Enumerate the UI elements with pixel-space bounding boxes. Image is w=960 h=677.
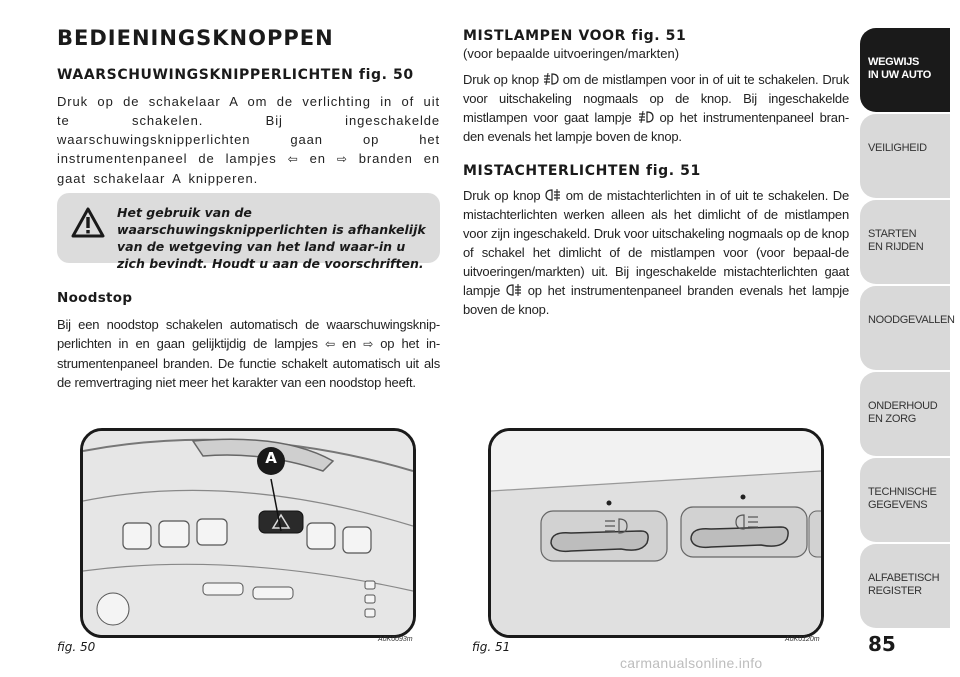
- section-body-front-fog: [463, 70, 849, 146]
- front-fog-text-1: Druk op knop: [463, 72, 539, 87]
- figure-50-caption: fig. 50: [57, 640, 96, 654]
- rear-fog-icon: [545, 189, 561, 201]
- page-number: 85: [868, 632, 896, 656]
- front-fog-icon: [638, 111, 654, 123]
- arrow-left-icon: ⇦: [324, 337, 335, 351]
- tab-label: VEILIGHEID: [868, 142, 927, 154]
- callout-label-a: A: [265, 449, 277, 467]
- rear-fog-text-2: om de mistachterlichten in of uit te schakelen. De mistachterlichten werken alleen als het dimlicht of de mistlampen voor zijn ingeschakeld. Druk voor uitschakeling nogmaals op de knop of schakel het dimlicht of de mistlampen voor (voor bepaal-de uitvoeringen/markten) uit. Bij ingeschakelde mistachterlichten gaat lampje: [463, 188, 849, 298]
- warning-box: [57, 193, 440, 271]
- tab-noodgevallen[interactable]: [860, 286, 955, 370]
- watermark: carmanualsonline.info: [620, 655, 763, 671]
- front-fog-text-3: op het instrumentenpaneel bran-den evenals het lampje boven de knop.: [463, 110, 849, 144]
- arrow-left-icon: ⇦: [287, 152, 299, 166]
- figure-50: [80, 428, 416, 638]
- arrow-right-icon: ⇨: [363, 337, 374, 351]
- hazard-text-1: Druk op de schakelaar A om de verlichting in of uit te schakelen. Bij ingeschakelde waarschuwingsknipperlichten gaan op het instrumentenpaneel de lampjes: [57, 94, 440, 166]
- emergency-text-3: op het in-strumentenpaneel branden. De functie schakelt automatisch uit als de remvertraging niet meer het karakter van een noodstop heeft.: [57, 336, 441, 390]
- tab-label: TECHNISCHE GEGEVENS: [868, 486, 937, 511]
- dashboard-illustration: [83, 431, 413, 635]
- tab-label: WEGWIJS IN UW AUTO: [868, 56, 931, 81]
- section-heading-hazard: WAARSCHUWINGSKNIPPERLICHTEN fig. 50: [57, 67, 414, 83]
- hazard-text-2: en: [309, 151, 326, 166]
- tab-technische[interactable]: [860, 458, 950, 542]
- emergency-text-2: en: [341, 336, 357, 351]
- section-heading-front-fog: MISTLAMPEN VOOR fig. 51: [463, 28, 687, 44]
- page-title: BEDIENINGSKNOPPEN: [57, 26, 334, 50]
- tab-label: STARTEN EN RIJDEN: [868, 228, 924, 253]
- tab-label: ONDERHOUD EN ZORG: [868, 400, 938, 425]
- rear-fog-icon: [506, 284, 522, 296]
- rear-fog-text-1: Druk op knop: [463, 188, 541, 203]
- tab-wegwijs[interactable]: [860, 28, 950, 112]
- section-heading-emergency-stop: Noodstop: [57, 290, 133, 306]
- tab-veiligheid[interactable]: [860, 114, 950, 198]
- warning-text: Het gebruik van de waarschuwingsknipperlichten is afhankelijk van de wetgeving van het land waar-in u zich bevindt. Houdt u aan de voorschriften.: [117, 205, 426, 271]
- section-heading-rear-fog: MISTACHTERLICHTEN fig. 51: [463, 163, 701, 179]
- front-fog-icon: [543, 73, 559, 85]
- figure-50-code: A0K0093m: [378, 636, 413, 643]
- figure-51-caption: fig. 51: [472, 640, 511, 654]
- warning-triangle-icon: [71, 207, 105, 239]
- section-body-emergency-stop: [57, 315, 440, 392]
- tab-starten[interactable]: [860, 200, 950, 284]
- figure-51: [488, 428, 824, 638]
- fog-switch-illustration: [491, 431, 821, 635]
- emergency-text-1: Bij een noodstop schakelen automatisch de waarschuwingsknip-perlichten in en gaan gelijktijdig de lampjes: [57, 317, 440, 351]
- section-sub-front-fog: (voor bepaalde uitvoeringen/markten): [463, 46, 680, 61]
- front-fog-text-2: om de mistlampen voor in of uit te schakelen. Druk voor uitschakeling nogmaals op de knop. Bij ingeschakelde mistlampen voor gaat lampje: [463, 72, 849, 125]
- tab-onderhoud[interactable]: [860, 372, 950, 456]
- figure-51-code: A0K0120m: [785, 636, 820, 643]
- tab-label: NOODGEVALLEN: [868, 314, 955, 326]
- section-body-hazard: [57, 92, 440, 188]
- section-body-rear-fog: [463, 186, 849, 319]
- rear-fog-text-3: op het instrumentenpaneel branden evenals het lampje boven de knop.: [463, 283, 849, 317]
- arrow-right-icon: ⇨: [336, 152, 348, 166]
- tab-alfabetisch[interactable]: [860, 544, 950, 628]
- hazard-text-3: branden en gaat schakelaar A knipperen.: [57, 151, 440, 186]
- tab-label: ALFABETISCH REGISTER: [868, 572, 940, 597]
